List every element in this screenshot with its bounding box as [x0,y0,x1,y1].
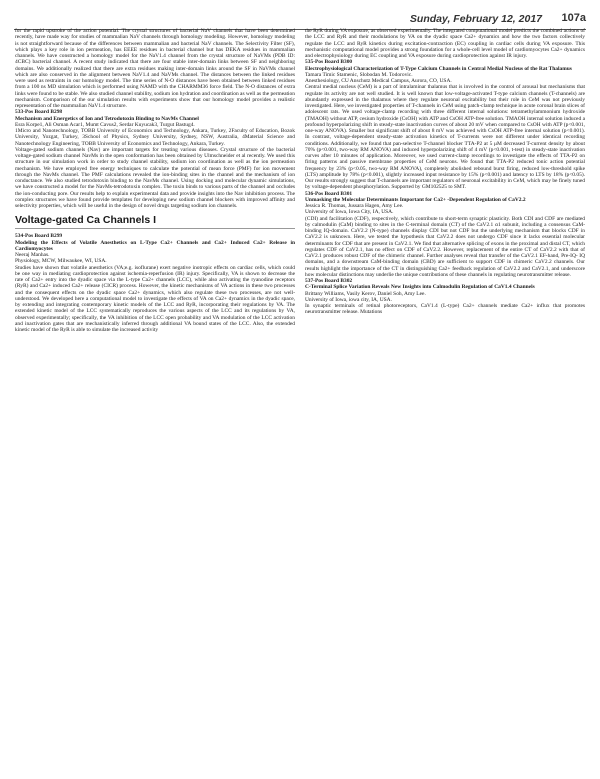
abstract-title: C-Terminal Splice Variation Reveals New Insights into Calmodulin Regulation of CaV1.4 Channels [305,284,535,291]
abstract-affiliation: 1Micro and Nanotechnology, TOBB University of Economics and Technology, Ankara, Turkey, 2Faculty of Education, Bozok University, Yozgat, Turkey, 3School of Physics, Sydney University, Sydney, NSW, Australia, 4Material Science and Nanotechnology Engineering, TOBB University of Economics and Technology, Ankara, Turkey. [15,128,295,147]
page-header [0,10,600,30]
abstract-affiliation: Anesthesiology, CU Anschutz Medical Campus, Aurora, CO, USA. [305,78,452,84]
abstract-body: Central medial nucleus (CeM) is a part of intralaminar thalamus that is involved in the control of arousal but mechanisms that regulate its activity are not well studied. It is well known that low-voltage-activated T-type calcium channels (T-channels) are abundantly expressed in the thalamus where they regulate neuronal excitability but their role in CeM was not previously investigated. Here, we investigated properties of T-channels in CeM using patch-clamp technique in acute coronal brain slices of adolescent rats. We used voltage-clamp recording with three different internal solutions: tetramethylammonium hydroxide (TMAOH) without ATP, cesium hydroxide (CsOH) with ATP and CsOH ATP-free solution. TMAOH internal solution induced a profound hyperpolarizing shift in steady-state inactivation curves of about 20 mV when compared to CsOH with ATP (p<0.001, one-way ANOVA). Smaller but significant shift of about 8 mV was achieved with CsOH ATP-free internal solution (p<0.001). In contrast, voltage-dependent steady-state activation kinetics of T-currents were not different under identical recording conditions. Additionally, we found that pan-selective T-channel blocker TTA-P2 at 5 μM decreased T-current density by about 70% (p<0.001, two-way RM ANOVA) and induced hyperpolarizing shift of 4 mV (p<0.001, t-test) in steady-state inactivation curves after 10 minutes of application. Moreover, we used current-clamp recordings to investigate the effects of TTA-P2 on firing patterns and passive membrane properties of CeM neurons. We found that TTA-P2 reduced tonic action potential frequency by 23% (p<0.05, two-way RM ANOVA), completely abolished rebound burst firing, reduced low-threshold spike (LTS) amplitude by 78% (p<0.001), slightly increased input resistance by 15% (p<0.001) and latency to LTS by 18% (p<0.05). Our results strongly suggest that T-channels are important regulators of neuronal excitability in CeM, which may be finely tuned by voltage-dependent phosphorylation. Supported by GM102525 to SMT. [305,84,585,191]
abstract-id: 534-Pos Board B299 [15,233,63,240]
abstract-body: Studies have shown that volatile anesthetics (VA;e.g. isoflurane) exert negative inotropic effects on cardiac cells, which could be one way in mediating cardioprotection against ischemia-reperfusion (IR) injury. Specifically, VA is shown to decrease the rate of Ca2+ entry into the dyadic space via the L-type Ca2+ channels (LCC), while also activating the ryanodine receptors (RyR) and Ca2+ induced Ca2+ release (CICR) process. However, the kinetic mechanisms of VA actions in these two processes and the consequent effects on the dyadic space Ca2+ dynamics, which also regulate these two processes, are not well-understood. We developed here a computational model to investigate the effects of VA on Ca2+ dynamics in the dyadic space, by extending and integrating contemporary kinetic models of the LCC and RyR, incorporating their regulations by VA. The extended kinetic model of the LCC systematically reproduces the various aspects of the LCC and its regulations by VA, observed experimentally; specifically, the VA inhibition of the LCC open probability and VA modulation of the LCC activation and inactivation gates that are mechanistically inferred through additional VA bound states of the LCC. Also, the extended kinetic model of the RyR is able to simulate the increased activity [15,264,295,333]
abstract-authors: Esra Korpe1, Ali Osman Acar1, Mumt Cavus2, Serdar Kuyucak3, Turgut Bastug4. [15,121,195,128]
abstract-authors: Brittany Williams, Vasily Kerov, Daniel Soh, Amy Lee. [305,290,426,297]
abstract-title: Electrophysiological Characterization of T-Type Calcium Channels in Central Medial Nucleus of the Rat Thalamus [305,65,572,72]
abstract-body: (CDI) and facilitation (CDF), respectively, which contribute to short-term synaptic plasticity. Both CDI and CDF are mediated by calmodulin (CaM) binding to sites in the C-terminal domain (CT) of the CaV2.1 α1 subunit, including a consensus CaM-binding IQ-domain. CaV2.2 (N-type) channels display CDI but not CDF but the underlying mechanism that blocks CDF in CaV2.2 is unknown. Here, we tested the hypothesis that CaV2.2 does not undergo CDF since it lacks essential molecular determinants for CDF that are present in CaV2.1. We find that alternative splicing of exons in the proximal and distal CT, which regulates CDF of CaV2.1, has no effect on CDF of CaV2.2. However, replacement of the entire CT of CaV2.2 with that of CaV2.1 produces robust CDF of the chimeric channel. Further analyses reveal that transfer of the CaV2.1 EF-hand, Pre-IQ- IQ domains, and a downstream CaM-binding domain (CBD) are sufficient to support CDF in chimeric CaV2.2 channels. Our results highlight the importance of the CT in distinguishing Ca2+ feedback regulation of CaV2.2 and CaV2.1, and underscore how molecular distinctions may underlie the unique contributions of these channels in regulating neurotransmitter release. [305,215,585,278]
abstract [305,191,585,279]
abstract-id: 533-Pos Board B298 [15,109,63,116]
continued-text: for the rapid upstroke of the action potential. The crystal structures of bacterial NaV channels that have been determined recently, have made way for studies of mammalian NaV channels through homology modeling. However, homology modeling is not straightforward because of the differences between mammalian and bacterial NaV channels. The Selectivity Filter (SF), which plays a key role in ion permeation, has EEEE residues in bacterial channel but has DEKA residues in mammalian channels. We have constructed a homology model for the NaV1.4 channel from the crystal structure of NaVMs (PDB ID: 4CBC) bacterial channel. A recent study indicated that there are four stable inter-domain links between SF and neighboring domains. We additionally realized that there are extra residues making inter-domain links around the SF in NaVMs channel which are also conserved in the alignment between NaV1.4 and NaVMs channel. The distances between the linked residues were used as restraints in our homology model. The time series of N-O distances have been obtained between linked residues from a 100 ns MD simulation which is performed using NAMD with the CHARMM36 force field. The N-O distances of extra links were found to be stable. We also studied channel stability, sodium ion hydration and coordination as well as the permeation mechanism. Comparison of the our simulation results with experiments show that our homology model provides a realistic representation of the mammalian NaV1.4 structure. [15,28,295,109]
abstract [15,233,295,333]
abstract-title: Modeling the Effects of Volatile Anesthetics on L-Type Ca2+ Channels and Ca2+ Induced Ca2+ Release in Cardiomyocytes [15,239,295,252]
abstract [305,59,585,190]
continued-text: the RyR during VA exposure, as observed experimentally. The integrated computational model predicts the combined actions of the LCC and RyR and their modulations by VA on the dyadic space Ca2+ dynamics and how the two factors collectively regulate the LCC and RyR kinetics during excitation-contraction (EC) coupling in cardiac cells during VA exposure. This mechanistic computational model provides a strong foundation for a whole-cell level model of cardiomyocytes Ca2+ dynamics and electrophysiology during EC coupling and VA exposure during cardioprotection against IR injury. [305,28,585,59]
abstract-authors: Jessica R. Thomas, Jussara Hagen, Amy Lee. [305,203,404,209]
abstract-body: In synaptic terminals of retinal photoreceptors, CaV1.4 (L-type) Ca2+ channels mediate Ca2+ influx that promotes neurotransmitter release. Mutations [305,303,585,316]
abstract-authors: Neeraj Manhas. [15,252,50,258]
abstract-affiliation: University of Iowa, iowa city, IA, USA. [305,296,392,303]
abstract [305,278,585,316]
abstract-title: Mechanism and Energetics of Ion and Tetrodotoxin Binding to NavMs Channel [15,115,199,122]
abstract-affiliation: Physiology, MCW, Milwaukee, WI, USA. [15,258,107,265]
abstract [15,109,295,209]
section-heading: Voltage-gated Ca Channels I [15,214,295,229]
abstract-id: 535-Pos Board B300 [305,59,353,66]
header-date: Sunday, February 12, 2017 [409,13,542,25]
header-page-number: 107a [561,12,586,24]
abstract-id: 536-Pos Board B301 [305,190,353,197]
abstract-id: 537-Pos Board B302 [305,278,353,284]
abstract-authors: Tamara Timic Stamenic, Slobodan M. Todorovic. [305,71,413,78]
left-column [15,28,295,774]
right-column [305,28,585,774]
abstract-title: Unmasking the Molecular Determinants Important for Ca2+ -Dependent Regulation of CaV2.2 [305,196,526,203]
abstract-affiliation: University of Iowa, Iowa City, IA, USA. [305,209,394,216]
abstract-body: Voltage-gated sodium channels (Nav) are important targets for treating various diseases. Crystal structure of the bacterial voltage-gated sodium channel NavMs in the open conformation has been obtained by Ulmschneider et al recently. We used this structure in our simulation work in order to study channel stability, sodium ion coordination as well as the ion permeation mechanism. We have employed free energy techniques to calculate the potential of mean force (PMF) for ion movement through the NavMs channel. The PMF calculations revealed the ion-binding sites in the channel and the mechanism of ion conductance. We also studied tetrodotoxin binding to the NavMs channel. Using docking and molecular dynamic simulations, we have constructed a model for the NavMs-tetrodotoxin complex. The toxin binds to various parts of the channel and occludes the ion-conducting pore. Our results help to explain experimental data and provide insights into the Nav inhibition process. The complex structures we have found provide templates for developing new sodium channel blockers with improved affinity and selectivity properties, which will be useful in the design of novel drugs targeting sodium ion channels. [15,146,295,209]
